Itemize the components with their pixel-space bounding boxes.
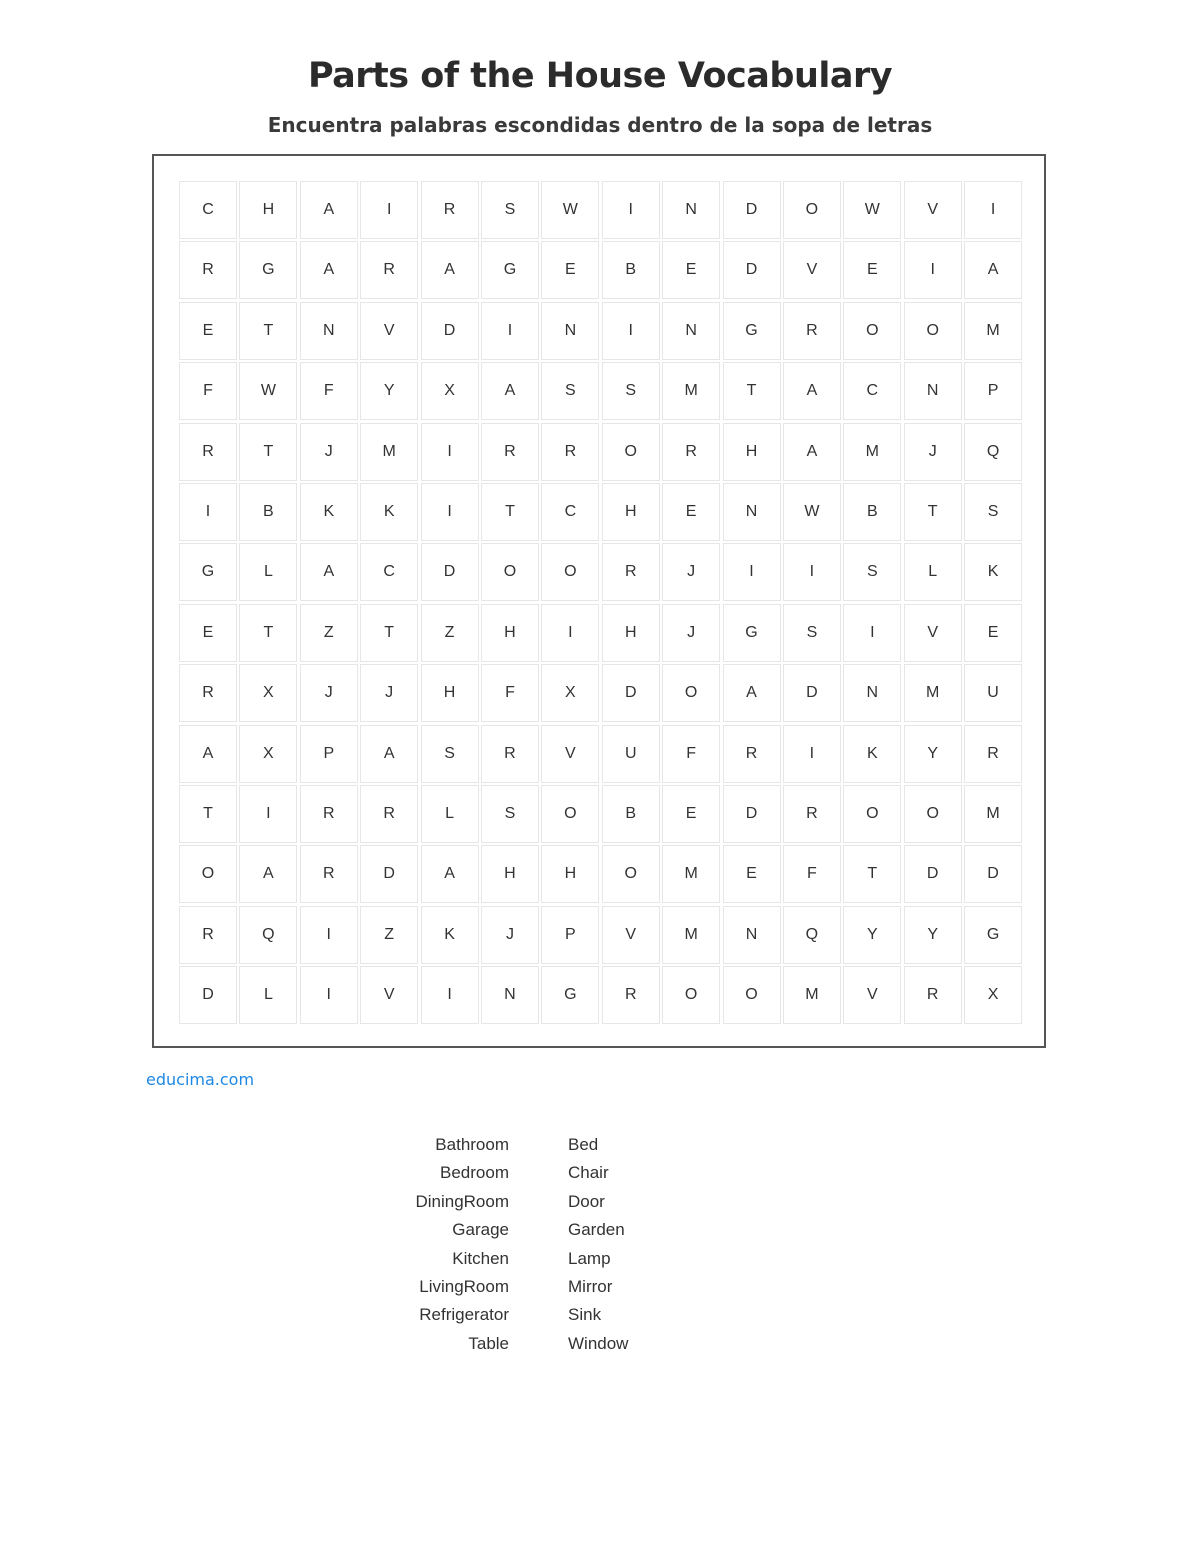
word-item: Lamp <box>568 1248 611 1268</box>
grid-cell[interactable]: A <box>360 725 418 783</box>
grid-cell[interactable]: O <box>541 785 599 843</box>
word-item: Mirror <box>568 1276 613 1296</box>
grid-cell[interactable]: M <box>662 362 720 420</box>
grid-cell[interactable]: I <box>723 543 781 601</box>
grid-cell[interactable]: C <box>179 181 237 239</box>
grid-cell[interactable]: S <box>541 362 599 420</box>
grid-cell[interactable]: X <box>239 664 297 722</box>
grid-cell[interactable]: A <box>300 241 358 299</box>
grid-cell[interactable]: Z <box>300 604 358 662</box>
grid-cell[interactable]: Q <box>239 906 297 964</box>
grid-cell[interactable]: D <box>723 181 781 239</box>
grid-cell[interactable]: W <box>843 181 901 239</box>
grid-cell[interactable]: R <box>300 845 358 903</box>
grid-cell[interactable]: K <box>421 906 479 964</box>
grid-cell[interactable]: K <box>843 725 901 783</box>
grid-cell[interactable]: H <box>541 845 599 903</box>
grid-cell[interactable]: O <box>783 181 841 239</box>
grid-cell[interactable]: V <box>541 725 599 783</box>
grid-cell[interactable]: H <box>421 664 479 722</box>
grid-cell[interactable]: R <box>964 725 1022 783</box>
grid-cell[interactable]: V <box>843 966 901 1024</box>
grid-cell[interactable]: W <box>541 181 599 239</box>
grid-cell[interactable]: Y <box>843 906 901 964</box>
grid-cell[interactable]: V <box>360 302 418 360</box>
grid-cell[interactable]: R <box>421 181 479 239</box>
grid-cell[interactable]: R <box>179 241 237 299</box>
word-item: Sink <box>568 1305 602 1325</box>
grid-cell[interactable]: B <box>843 483 901 541</box>
grid-cell[interactable]: H <box>481 604 539 662</box>
grid-cell[interactable]: E <box>179 604 237 662</box>
grid-cell[interactable]: W <box>239 362 297 420</box>
grid-cell[interactable]: G <box>179 543 237 601</box>
grid-cell[interactable]: I <box>783 543 841 601</box>
word-list-row <box>380 1277 680 1305</box>
grid-cell[interactable]: O <box>843 302 901 360</box>
grid-cell[interactable]: Q <box>783 906 841 964</box>
grid-cell[interactable]: S <box>843 543 901 601</box>
grid-cell[interactable]: T <box>239 302 297 360</box>
grid-cell[interactable]: E <box>723 845 781 903</box>
grid-cell[interactable]: O <box>602 845 660 903</box>
word-list-row <box>380 1305 680 1333</box>
grid-cell[interactable]: I <box>421 483 479 541</box>
word-list-row <box>380 1220 680 1248</box>
page-subtitle: Encuentra palabras escondidas dentro de la sopa de letras <box>267 113 933 137</box>
grid-cell[interactable]: O <box>541 543 599 601</box>
grid-cell[interactable]: F <box>662 725 720 783</box>
grid-cell[interactable]: T <box>904 483 962 541</box>
grid-cell[interactable]: A <box>239 845 297 903</box>
grid-cell[interactable]: S <box>421 725 479 783</box>
grid-cell[interactable]: G <box>723 604 781 662</box>
grid-cell[interactable]: Z <box>360 906 418 964</box>
grid-cell[interactable]: K <box>964 543 1022 601</box>
grid-cell[interactable]: G <box>723 302 781 360</box>
grid-cell[interactable]: S <box>964 483 1022 541</box>
grid-cell[interactable]: R <box>541 423 599 481</box>
grid-cell[interactable]: D <box>602 664 660 722</box>
grid-cell[interactable]: A <box>783 362 841 420</box>
grid-cell[interactable]: I <box>541 604 599 662</box>
grid-cell[interactable]: M <box>360 423 418 481</box>
grid-cell[interactable]: C <box>843 362 901 420</box>
grid-cell[interactable]: J <box>904 423 962 481</box>
grid-cell[interactable]: H <box>481 845 539 903</box>
word-item: Door <box>568 1191 605 1211</box>
word-item: Table <box>468 1333 509 1353</box>
grid-cell[interactable]: F <box>783 845 841 903</box>
grid-cell[interactable]: M <box>904 664 962 722</box>
word-list-row <box>380 1249 680 1277</box>
grid-cell[interactable]: V <box>360 966 418 1024</box>
grid-cell[interactable]: G <box>239 241 297 299</box>
word-list-row <box>380 1192 680 1220</box>
grid-cell[interactable]: E <box>964 604 1022 662</box>
grid-cell[interactable]: E <box>662 241 720 299</box>
grid-cell[interactable]: E <box>843 241 901 299</box>
grid-cell[interactable]: A <box>964 241 1022 299</box>
grid-cell[interactable]: Q <box>964 423 1022 481</box>
grid-cell[interactable]: I <box>300 966 358 1024</box>
grid-cell[interactable]: J <box>662 543 720 601</box>
grid-cell[interactable]: D <box>421 543 479 601</box>
grid-cell[interactable]: G <box>541 966 599 1024</box>
grid-cell[interactable]: A <box>421 241 479 299</box>
grid-cell[interactable]: R <box>360 241 418 299</box>
word-item: Garden <box>568 1220 625 1240</box>
grid-cell[interactable]: M <box>964 302 1022 360</box>
grid-cell[interactable]: M <box>964 785 1022 843</box>
grid-cell[interactable]: T <box>481 483 539 541</box>
grid-cell[interactable]: A <box>723 664 781 722</box>
word-item: Chair <box>568 1163 609 1183</box>
grid-cell[interactable]: E <box>662 785 720 843</box>
grid-cell[interactable]: D <box>360 845 418 903</box>
source-link[interactable]: educima.com <box>146 1070 255 1089</box>
grid-cell[interactable]: R <box>179 423 237 481</box>
grid-cell[interactable]: L <box>421 785 479 843</box>
grid-cell[interactable]: M <box>662 845 720 903</box>
grid-cell[interactable]: S <box>481 181 539 239</box>
grid-cell[interactable]: F <box>481 664 539 722</box>
grid-cell[interactable]: D <box>783 664 841 722</box>
word-item: Bathroom <box>435 1135 509 1154</box>
grid-cell[interactable]: O <box>904 302 962 360</box>
grid-cell[interactable]: P <box>300 725 358 783</box>
grid-cell[interactable]: J <box>481 906 539 964</box>
grid-cell[interactable]: N <box>723 483 781 541</box>
grid-cell[interactable]: J <box>300 423 358 481</box>
grid-cell[interactable]: K <box>360 483 418 541</box>
grid-cell[interactable]: J <box>662 604 720 662</box>
grid-cell[interactable]: V <box>904 604 962 662</box>
grid-cell[interactable]: M <box>843 423 901 481</box>
grid-cell[interactable]: L <box>904 543 962 601</box>
grid-cell[interactable]: I <box>239 785 297 843</box>
grid-cell[interactable]: M <box>783 966 841 1024</box>
grid-cell[interactable]: B <box>602 785 660 843</box>
grid-cell[interactable]: D <box>904 845 962 903</box>
grid-cell[interactable]: A <box>421 845 479 903</box>
grid-cell[interactable]: J <box>300 664 358 722</box>
grid-cell[interactable]: T <box>360 604 418 662</box>
grid-cell[interactable]: O <box>843 785 901 843</box>
grid-cell[interactable]: Z <box>421 604 479 662</box>
grid-cell[interactable]: R <box>481 423 539 481</box>
word-item: Garage <box>452 1220 509 1240</box>
grid-cell[interactable]: E <box>662 483 720 541</box>
grid-cell[interactable]: F <box>179 362 237 420</box>
grid-cell[interactable]: C <box>541 483 599 541</box>
grid-cell[interactable]: Y <box>904 725 962 783</box>
grid-cell[interactable]: L <box>239 966 297 1024</box>
grid-cell[interactable]: F <box>300 362 358 420</box>
grid-cell[interactable]: X <box>239 725 297 783</box>
grid-cell[interactable]: D <box>723 785 781 843</box>
grid-cell[interactable]: O <box>662 664 720 722</box>
grid-cell[interactable]: I <box>300 906 358 964</box>
grid-cell[interactable]: R <box>300 785 358 843</box>
grid-cell[interactable]: I <box>602 181 660 239</box>
grid-cell[interactable]: T <box>723 362 781 420</box>
grid-cell[interactable]: V <box>783 241 841 299</box>
grid-cell[interactable]: N <box>843 664 901 722</box>
grid-cell[interactable]: I <box>904 241 962 299</box>
grid-cell[interactable]: O <box>904 785 962 843</box>
word-item: Window <box>568 1333 629 1353</box>
page-title: Parts of the House Vocabulary <box>307 56 893 96</box>
grid-cell[interactable]: T <box>179 785 237 843</box>
grid-cell[interactable]: B <box>602 241 660 299</box>
grid-cell[interactable]: E <box>179 302 237 360</box>
grid-cell[interactable]: O <box>481 543 539 601</box>
grid-cell[interactable]: A <box>783 423 841 481</box>
grid-cell[interactable]: R <box>783 785 841 843</box>
grid-cell[interactable]: I <box>602 302 660 360</box>
grid-cell[interactable]: V <box>904 181 962 239</box>
grid-cell[interactable]: D <box>179 966 237 1024</box>
grid-cell[interactable]: R <box>783 302 841 360</box>
word-list-row <box>380 1163 680 1191</box>
word-list-row <box>380 1135 680 1163</box>
word-search-grid <box>179 181 1022 1024</box>
word-item: LivingRoom <box>419 1276 509 1296</box>
grid-cell[interactable]: X <box>541 664 599 722</box>
grid-cell[interactable]: C <box>360 543 418 601</box>
grid-cell[interactable]: R <box>904 966 962 1024</box>
grid-cell[interactable]: A <box>300 543 358 601</box>
grid-cell[interactable]: J <box>360 664 418 722</box>
grid-cell[interactable]: O <box>662 966 720 1024</box>
grid-cell[interactable]: N <box>541 302 599 360</box>
grid-cell[interactable]: O <box>179 845 237 903</box>
grid-cell[interactable]: H <box>239 181 297 239</box>
grid-cell[interactable]: A <box>481 362 539 420</box>
grid-cell[interactable]: R <box>723 725 781 783</box>
word-item: Refrigerator <box>419 1305 509 1325</box>
grid-cell[interactable]: O <box>723 966 781 1024</box>
word-search-frame <box>152 154 1046 1048</box>
grid-cell[interactable]: R <box>360 785 418 843</box>
grid-cell[interactable]: R <box>602 543 660 601</box>
grid-cell[interactable]: I <box>964 181 1022 239</box>
grid-cell[interactable]: S <box>481 785 539 843</box>
grid-cell[interactable]: R <box>481 725 539 783</box>
grid-cell[interactable]: N <box>481 966 539 1024</box>
grid-cell[interactable]: Y <box>360 362 418 420</box>
grid-cell[interactable]: E <box>541 241 599 299</box>
grid-cell[interactable]: G <box>964 906 1022 964</box>
grid-cell[interactable]: I <box>421 423 479 481</box>
grid-cell[interactable]: P <box>541 906 599 964</box>
grid-cell[interactable]: A <box>300 181 358 239</box>
grid-cell[interactable]: H <box>723 423 781 481</box>
grid-cell[interactable]: T <box>239 604 297 662</box>
grid-cell[interactable]: N <box>723 906 781 964</box>
word-list <box>380 1135 680 1362</box>
grid-cell[interactable]: I <box>783 725 841 783</box>
grid-cell[interactable]: S <box>783 604 841 662</box>
grid-cell[interactable]: N <box>300 302 358 360</box>
grid-cell[interactable]: W <box>783 483 841 541</box>
grid-cell[interactable]: I <box>360 181 418 239</box>
grid-cell[interactable]: R <box>602 966 660 1024</box>
grid-cell[interactable]: D <box>964 845 1022 903</box>
grid-cell[interactable]: D <box>421 302 479 360</box>
grid-cell[interactable]: O <box>602 423 660 481</box>
grid-cell[interactable]: L <box>239 543 297 601</box>
grid-cell[interactable]: A <box>179 725 237 783</box>
grid-cell[interactable]: B <box>239 483 297 541</box>
grid-cell[interactable]: Y <box>904 906 962 964</box>
grid-cell[interactable]: U <box>964 664 1022 722</box>
grid-cell[interactable]: V <box>602 906 660 964</box>
grid-cell[interactable]: R <box>662 423 720 481</box>
word-item: DiningRoom <box>415 1191 509 1211</box>
grid-cell[interactable]: I <box>843 604 901 662</box>
grid-cell[interactable]: N <box>662 181 720 239</box>
grid-cell[interactable]: G <box>481 241 539 299</box>
word-item: Bedroom <box>440 1163 509 1183</box>
grid-cell[interactable]: N <box>904 362 962 420</box>
grid-cell[interactable]: I <box>481 302 539 360</box>
word-item: Bed <box>568 1135 599 1154</box>
grid-cell[interactable]: H <box>602 483 660 541</box>
grid-cell[interactable]: I <box>179 483 237 541</box>
grid-cell[interactable]: S <box>602 362 660 420</box>
grid-cell[interactable]: H <box>602 604 660 662</box>
grid-cell[interactable]: I <box>421 966 479 1024</box>
grid-cell[interactable]: R <box>179 664 237 722</box>
grid-cell[interactable]: X <box>964 966 1022 1024</box>
grid-cell[interactable]: M <box>662 906 720 964</box>
grid-cell[interactable]: K <box>300 483 358 541</box>
grid-cell[interactable]: U <box>602 725 660 783</box>
grid-cell[interactable]: R <box>179 906 237 964</box>
word-list-row <box>380 1334 680 1362</box>
grid-cell[interactable]: D <box>723 241 781 299</box>
grid-cell[interactable]: P <box>964 362 1022 420</box>
grid-cell[interactable]: X <box>421 362 479 420</box>
grid-cell[interactable]: T <box>239 423 297 481</box>
grid-cell[interactable]: T <box>843 845 901 903</box>
grid-cell[interactable]: N <box>662 302 720 360</box>
word-item: Kitchen <box>452 1248 509 1268</box>
